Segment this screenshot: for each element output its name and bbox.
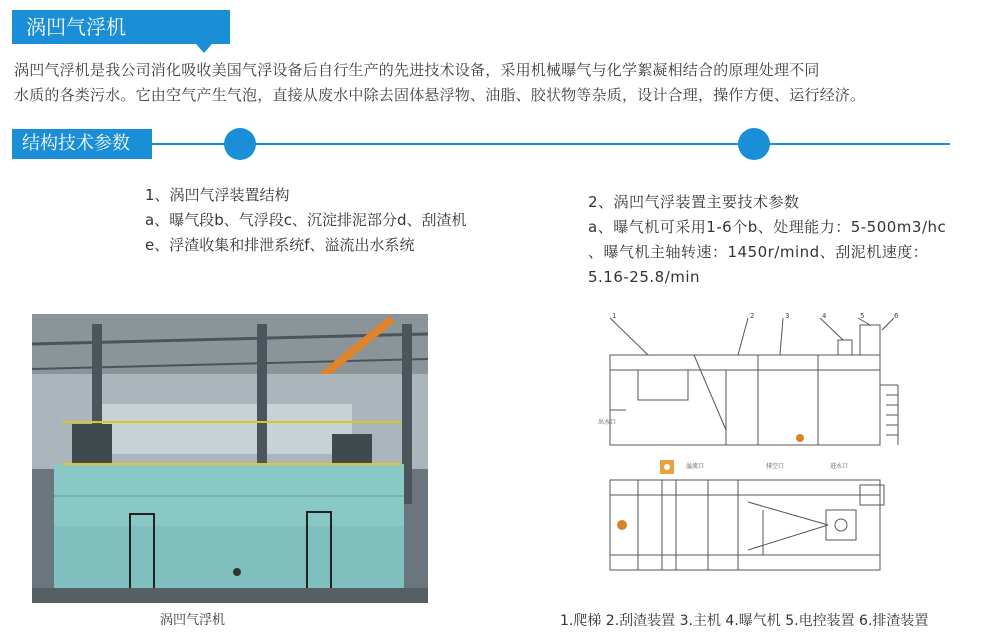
spec-list	[588, 190, 946, 290]
spec-line: 2、涡凹气浮装置主要技术参数	[588, 193, 800, 211]
spec-line: a、曝气机可采用1-6个b、处理能力：5-500m3/hc	[588, 218, 947, 236]
outlet-label: 出水口	[598, 419, 617, 426]
diagram-caption: 1.爬梯 2.刮渣装置 3.主机 4.曝气机 5.电控装置 6.排渣装置	[560, 613, 929, 629]
intro-paragraph	[14, 58, 990, 108]
structure-line: a、曝气段b、气浮段c、沉淀排泥部分d、刮渣机	[145, 211, 467, 229]
part-number-5: 5	[860, 312, 865, 320]
equipment-photo	[32, 314, 428, 603]
divider-dot	[738, 128, 770, 160]
section-divider	[12, 143, 950, 145]
intro-line: 涡凹气浮机是我公司消化吸收美国气浮设备后自行生产的先进技术设备，采用机械曝气与化学絮凝相结合的原理处理不同	[14, 61, 820, 79]
part-number-2: 2	[750, 312, 755, 320]
part-number-6: 6	[894, 312, 899, 320]
overflow-label: 溢流口	[686, 463, 705, 470]
part-number-1: 1	[612, 312, 617, 320]
equipment-diagram	[598, 310, 1000, 606]
inlet-label: 进水口	[830, 463, 849, 470]
drain-label: 排空口	[766, 463, 785, 470]
page-title: 涡凹气浮机	[12, 10, 230, 44]
structure-line: e、浮渣收集和排泄系统f、溢流出水系统	[145, 236, 415, 254]
divider-dot	[224, 128, 256, 160]
part-number-3: 3	[785, 312, 790, 320]
section-title: 结构技术参数	[12, 129, 152, 159]
spec-line: 5.16-25.8/min	[588, 268, 701, 286]
structure-line: 1、涡凹气浮装置结构	[145, 186, 290, 204]
intro-line: 水质的各类污水。它由空气产生气泡，直接从废水中除去固体悬浮物、油脂、胶状物等杂质，设计合理，操作方便、运行经济。	[14, 86, 866, 104]
structure-list	[145, 183, 466, 258]
part-number-4: 4	[822, 312, 827, 320]
photo-caption: 涡凹气浮机	[160, 613, 226, 628]
spec-line: 、曝气机主轴转速：1450r/mind、刮泥机速度：	[588, 243, 929, 261]
